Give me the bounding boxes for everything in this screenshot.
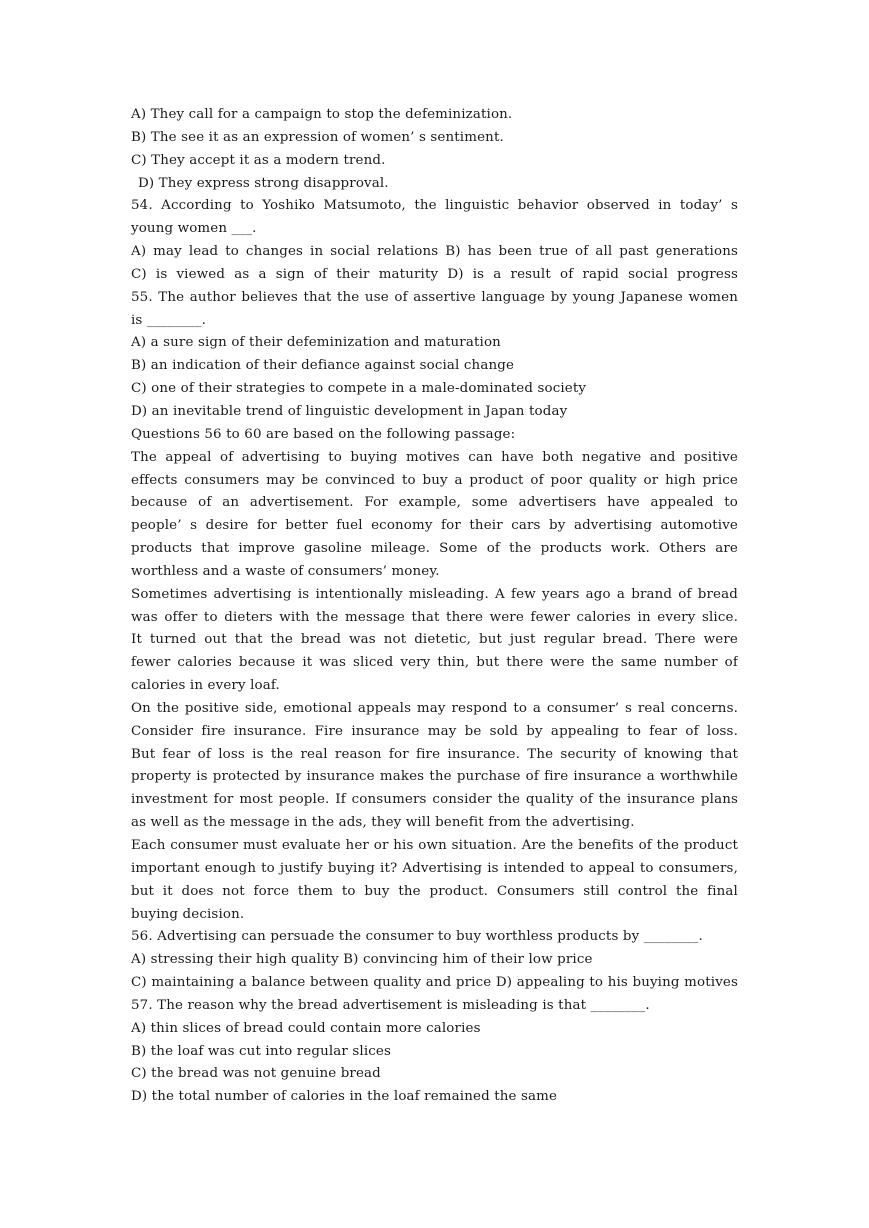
document-page bbox=[131, 104, 738, 1109]
passage-p3-line: On the positive side, emotional appeals may respond to a consumer’ s real concerns. bbox=[131, 700, 738, 716]
q57-stem: 57. The reason why the bread advertisement is misleading is that ________. bbox=[131, 997, 650, 1013]
passage-p4-line: but it does not force them to buy the product. Consumers still control the final bbox=[131, 883, 738, 899]
q57-option-c: C) the bread was not genuine bread bbox=[131, 1066, 381, 1082]
q53-option-b: B) The see it as an expression of women’ s sentiment. bbox=[131, 129, 504, 145]
passage-p2-line: was offer to dieters with the message that there were fewer calories in every slice. bbox=[131, 609, 738, 625]
q57-option-d: D) the total number of calories in the loaf remained the same bbox=[131, 1089, 558, 1105]
q57-option-a: A) thin slices of bread could contain more calories bbox=[131, 1020, 481, 1036]
passage-p1-line: because of an advertisement. For example, some advertisers have appealed to bbox=[131, 495, 738, 511]
passage-p2-line: It turned out that the bread was not dietetic, but just regular bread. There were bbox=[131, 632, 738, 648]
passage-p1-line: The appeal of advertising to buying motives can have both negative and positive bbox=[131, 449, 738, 465]
passage-p1-line: people’ s desire for better fuel economy for their cars by advertising automotive bbox=[131, 518, 738, 534]
q54-stem-line2: young women ___. bbox=[131, 221, 257, 237]
passage-p3-line: But fear of loss is the real reason for fire insurance. The security of knowing that bbox=[131, 746, 738, 762]
q55-option-c: C) one of their strategies to compete in a male-dominated society bbox=[131, 381, 587, 397]
q56-stem: 56. Advertising can persuade the consumer to buy worthless products by ________. bbox=[131, 929, 703, 945]
q56-options-line1: A) stressing their high quality B) convincing him of their low price bbox=[131, 952, 593, 968]
passage-p4-line: buying decision. bbox=[131, 906, 245, 922]
passage-p3-line: investment for most people. If consumers consider the quality of the insurance plans bbox=[131, 792, 738, 808]
q53-option-c: C) They accept it as a modern trend. bbox=[131, 152, 386, 168]
q55-option-b: B) an indication of their defiance against social change bbox=[131, 358, 515, 374]
q53-option-d: D) They express strong disapproval. bbox=[138, 175, 389, 191]
q57-option-b: B) the loaf was cut into regular slices bbox=[131, 1043, 392, 1059]
passage-p3-line: Consider fire insurance. Fire insurance may be sold by appealing to fear of loss. bbox=[131, 723, 738, 739]
q55-stem-line2: is ________. bbox=[131, 312, 207, 328]
passage-p1-line: products that improve gasoline mileage. Some of the products work. Others are bbox=[131, 541, 738, 557]
passage-p2-line: Sometimes advertising is intentionally misleading. A few years ago a brand of bread bbox=[131, 586, 738, 602]
q54-options-line1: A) may lead to changes in social relations B) has been true of all past generations bbox=[131, 244, 738, 260]
q55-stem-line1: 55. The author believes that the use of assertive language by young Japanese women bbox=[131, 289, 738, 305]
q54-stem-line1: 54. According to Yoshiko Matsumoto, the linguistic behavior observed in today’ s bbox=[131, 198, 738, 214]
passage-p1-line: worthless and a waste of consumers’ money. bbox=[131, 563, 440, 579]
passage-p4-line: important enough to justify buying it? Advertising is intended to appeal to consumers, bbox=[131, 860, 738, 876]
q55-option-d: D) an inevitable trend of linguistic development in Japan today bbox=[131, 403, 568, 419]
passage-heading: Questions 56 to 60 are based on the following passage: bbox=[131, 426, 516, 442]
passage-p2-line: fewer calories because it was sliced very thin, but there were the same number of bbox=[131, 655, 738, 671]
passage-p4-line: Each consumer must evaluate her or his own situation. Are the benefits of the product bbox=[131, 838, 738, 853]
passage-p3-line: property is protected by insurance makes the purchase of fire insurance a worthwhile bbox=[131, 769, 738, 785]
passage-p1-line: effects consumers may be convinced to buy a product of poor quality or high price bbox=[131, 472, 738, 488]
q55-option-a: A) a sure sign of their defeminization and maturation bbox=[131, 335, 501, 351]
passage-p3-line: as well as the message in the ads, they will benefit from the advertising. bbox=[131, 815, 635, 831]
q54-options-line2: C) is viewed as a sign of their maturity D) is a result of rapid social progress bbox=[131, 266, 738, 282]
passage-p2-line: calories in every loaf. bbox=[131, 678, 280, 694]
q53-option-a: A) They call for a campaign to stop the defeminization. bbox=[131, 107, 513, 122]
q56-options-line2: C) maintaining a balance between quality and price D) appealing to his buying motives bbox=[131, 975, 738, 991]
